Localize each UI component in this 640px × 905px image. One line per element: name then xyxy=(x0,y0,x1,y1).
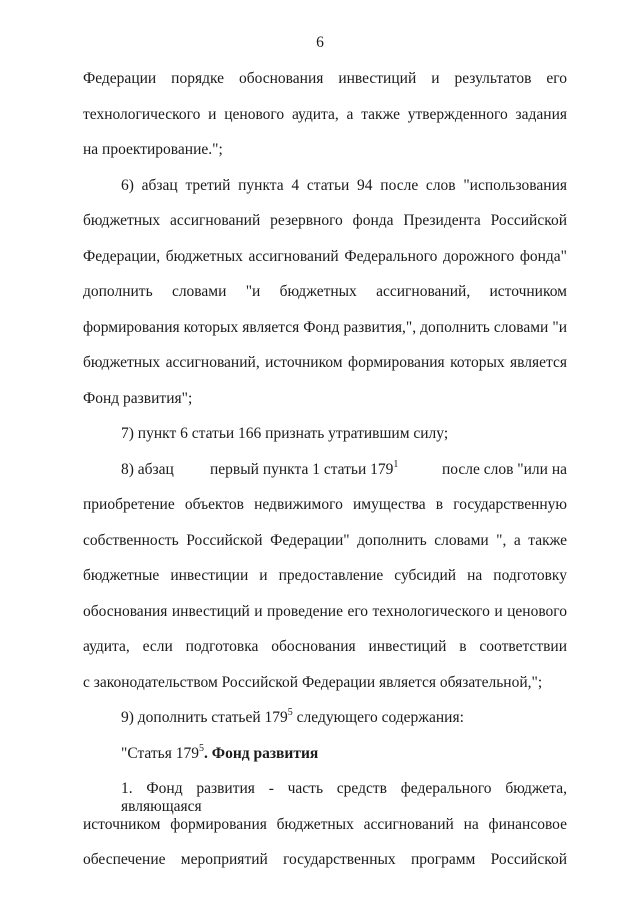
text-line: собственность Российской Федерации" дополнить словами ", а также xyxy=(83,532,567,549)
text-line: приобретение объектов недвижимого имущества в государственную xyxy=(83,496,567,513)
text-line: 6) абзац третий пункта 4 статьи 94 после слов "использования xyxy=(121,177,567,194)
text-line: технологического и ценового аудита, а также утвержденного задания xyxy=(83,106,567,123)
text-line: источником формирования бюджетных ассигнований на финансовое xyxy=(83,816,567,833)
text-line: обеспечение мероприятий государственных программ Российской xyxy=(83,851,567,868)
text-fragment: следующего содержания: xyxy=(292,709,464,726)
text-line: аудита, если подготовка обоснования инвестиций в соответствии xyxy=(83,638,567,655)
text-line: 7) пункт 6 статьи 166 признать утратившим силу; xyxy=(121,425,449,442)
text-line: бюджетных ассигнований, источником формирования которых является xyxy=(83,354,567,371)
text-line: дополнить словами "и бюджетных ассигнований, источником xyxy=(83,283,567,300)
text-line: Федерации порядке обоснования инвестиций и результатов его xyxy=(83,70,567,87)
text-fragment: 8) абзац xyxy=(121,461,174,478)
text-line: Федерации, бюджетных ассигнований Федерального дорожного фонда" xyxy=(83,248,567,265)
superscript: 5 xyxy=(287,706,293,718)
text-line: бюджетные инвестиции и предоставление субсидий на подготовку xyxy=(83,567,567,584)
text-line: с законодательством Российской Федерации является обязательной,"; xyxy=(83,674,543,691)
article-heading xyxy=(121,742,567,763)
article-title: . Фонд развития xyxy=(204,745,319,762)
page-number: 6 xyxy=(316,34,324,51)
superscript: 1 xyxy=(393,458,399,470)
text-line: 1. Фонд развития - часть средств федерального бюджета, являющаяся xyxy=(121,780,567,815)
text-fragment xyxy=(210,458,399,479)
text-line: формирования которых является Фонд развития,", дополнить словами "и xyxy=(83,319,567,336)
text-fragment: 9) дополнить статьей 179 xyxy=(121,709,288,726)
text-line: бюджетных ассигнований резервного фонда Президента Российской xyxy=(83,212,567,229)
text-line xyxy=(121,706,567,727)
text-line: обоснования инвестиций и проведение его технологического и ценового xyxy=(83,603,567,620)
superscript: 5 xyxy=(199,742,204,754)
text-fragment: первый пункта 1 статьи 179 xyxy=(210,461,394,478)
text-line: на проектирование."; xyxy=(83,141,223,158)
text-line: Фонд развития"; xyxy=(83,390,193,407)
text-fragment: "Статья 179 xyxy=(121,745,199,762)
text-fragment: после слов "или на xyxy=(441,461,567,478)
